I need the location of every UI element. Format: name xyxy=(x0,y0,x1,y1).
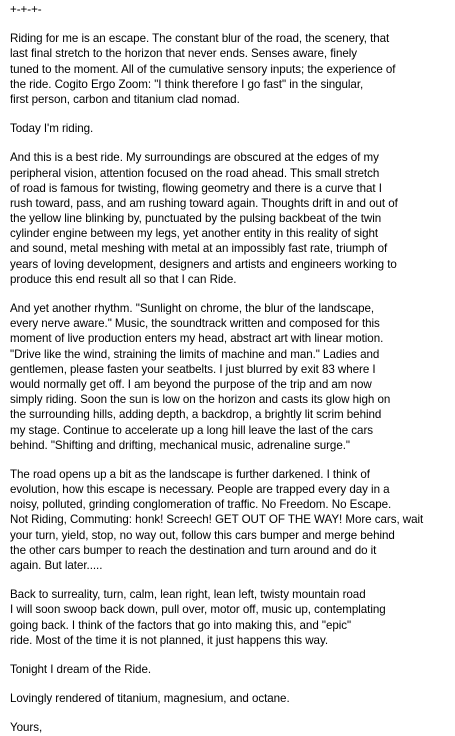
paragraph-gap xyxy=(10,706,455,720)
paragraph-line: your turn, yield, stop, no way out, follow this cars bumper and merge behind xyxy=(10,528,395,542)
paragraph-line: would normally get off. I am beyond the purpose of the trip and am now xyxy=(10,377,372,391)
paragraph-line: simply riding. Soon the sun is low on the horizon and casts its glow high on xyxy=(10,393,391,407)
paragraph-gap xyxy=(10,573,455,587)
paragraph-rhythm xyxy=(10,301,455,453)
paragraph-line: and sound, metal meshing with metal at an impossibly fast rate, triumph of xyxy=(10,242,388,256)
paragraph-line: gentlemen, please fasten your seatbelts. I just blurred by exit 83 where I xyxy=(10,362,376,376)
paragraph-line: peripheral vision, attention focused on the road ahead. This small stretch xyxy=(10,166,380,180)
paragraph-line: the other cars bumper to reach the destination and turn around and do it xyxy=(10,543,377,557)
paragraph-surreality xyxy=(10,587,455,648)
paragraph-line: last final stretch to the horizon that never ends. Senses aware, finely xyxy=(10,47,358,61)
paragraph-gap xyxy=(10,648,455,662)
signoff xyxy=(10,720,455,735)
paragraph-line: moment of live production enters my head, abstract art with linear motion. xyxy=(10,332,384,346)
paragraph-line: produce this end result all so that I can Ride. xyxy=(10,272,237,286)
paragraph-line: The road opens up a bit as the landscape is further darkened. I think of xyxy=(10,467,370,481)
paragraph-tonight xyxy=(10,662,455,677)
paragraph-line: cylinder engine between my legs, yet another entity in this reality of sight xyxy=(10,227,379,241)
paragraph-line: tuned to the moment. All of the cumulative sensory inputs; the experience of xyxy=(10,62,396,76)
paragraph-gap xyxy=(10,107,455,121)
paragraph-line: And this is a best ride. My surroundings are obscured at the edges of my xyxy=(10,151,379,165)
paragraph-intro xyxy=(10,31,455,107)
paragraph-line: Today I'm riding. xyxy=(10,122,94,136)
paragraph-line: the surrounding hills, adding depth, a backdrop, a brightly lit scrim behind xyxy=(10,408,382,422)
paragraph-lovingly xyxy=(10,691,455,706)
paragraph-line: Tonight I dream of the Ride. xyxy=(10,662,152,676)
paragraph-road-opens xyxy=(10,467,455,573)
paragraph-line: behind. "Shifting and drifting, mechanical music, adrenaline surge." xyxy=(10,438,350,452)
paragraph-line: years of loving development, designers and artists and engineers working to xyxy=(10,257,397,271)
paragraph-gap xyxy=(10,136,455,150)
paragraph-line: going back. I think of the factors that go into making this, and "epic" xyxy=(10,618,352,632)
paragraph-line: "Drive like the wind, straining the limits of machine and man." Ladies and xyxy=(10,347,380,361)
paragraph-line: Back to surreality, turn, calm, lean right, lean left, twisty mountain road xyxy=(10,588,366,602)
paragraph-line: rush toward, pass, and am rushing toward again. Thoughts drift in and out of xyxy=(10,196,398,210)
paragraph-line: again. But later..... xyxy=(10,559,103,572)
paragraph-line: I will soon swoop back down, pull over, motor off, music up, contemplating xyxy=(10,603,386,617)
paragraph-today xyxy=(10,121,455,136)
paragraph-best-ride xyxy=(10,150,455,287)
paragraph-line: my stage. Continue to accelerate up a long hill leave the last of the cars xyxy=(10,423,374,437)
document-body xyxy=(10,2,455,736)
paragraph-line: Not Riding, Commuting: honk! Screech! GET OUT OF THE WAY! More cars, wait xyxy=(10,513,424,527)
paragraph-gap xyxy=(10,677,455,691)
paragraph-line: evolution, how this escape is necessary. People are trapped every day in a xyxy=(10,483,390,497)
paragraph-gap xyxy=(10,453,455,467)
paragraph-line: every nerve aware." Music, the soundtrack written and composed for this xyxy=(10,317,380,331)
paragraph-gap xyxy=(10,17,455,31)
paragraph-line: Yours, xyxy=(10,721,43,735)
paragraph-line: of road is famous for twisting, flowing geometry and there is a curve that I xyxy=(10,181,382,195)
paragraph-line: the ride. Cogito Ergo Zoom: "I think therefore I go fast" in the singular, xyxy=(10,77,364,91)
paragraph-line: Riding for me is an escape. The constant blur of the road, the scenery, that xyxy=(10,32,390,46)
paragraph-line: Lovingly rendered of titanium, magnesium, and octane. xyxy=(10,692,290,706)
paragraph-line: noisy, polluted, grinding conglomeration of traffic. No Freedom. No Escape. xyxy=(10,498,392,512)
document-header: +-+-+- xyxy=(10,3,42,16)
paragraph-gap xyxy=(10,287,455,301)
paragraph-line: the yellow line blinking by, punctuated by the pulsing backbeat of the twin xyxy=(10,212,382,226)
paragraph-line: first person, carbon and titanium clad nomad. xyxy=(10,92,240,106)
paragraph-line: ride. Most of the time it is not planned, it just happens this way. xyxy=(10,633,329,647)
paragraph-line: And yet another rhythm. "Sunlight on chrome, the blur of the landscape, xyxy=(10,302,375,315)
